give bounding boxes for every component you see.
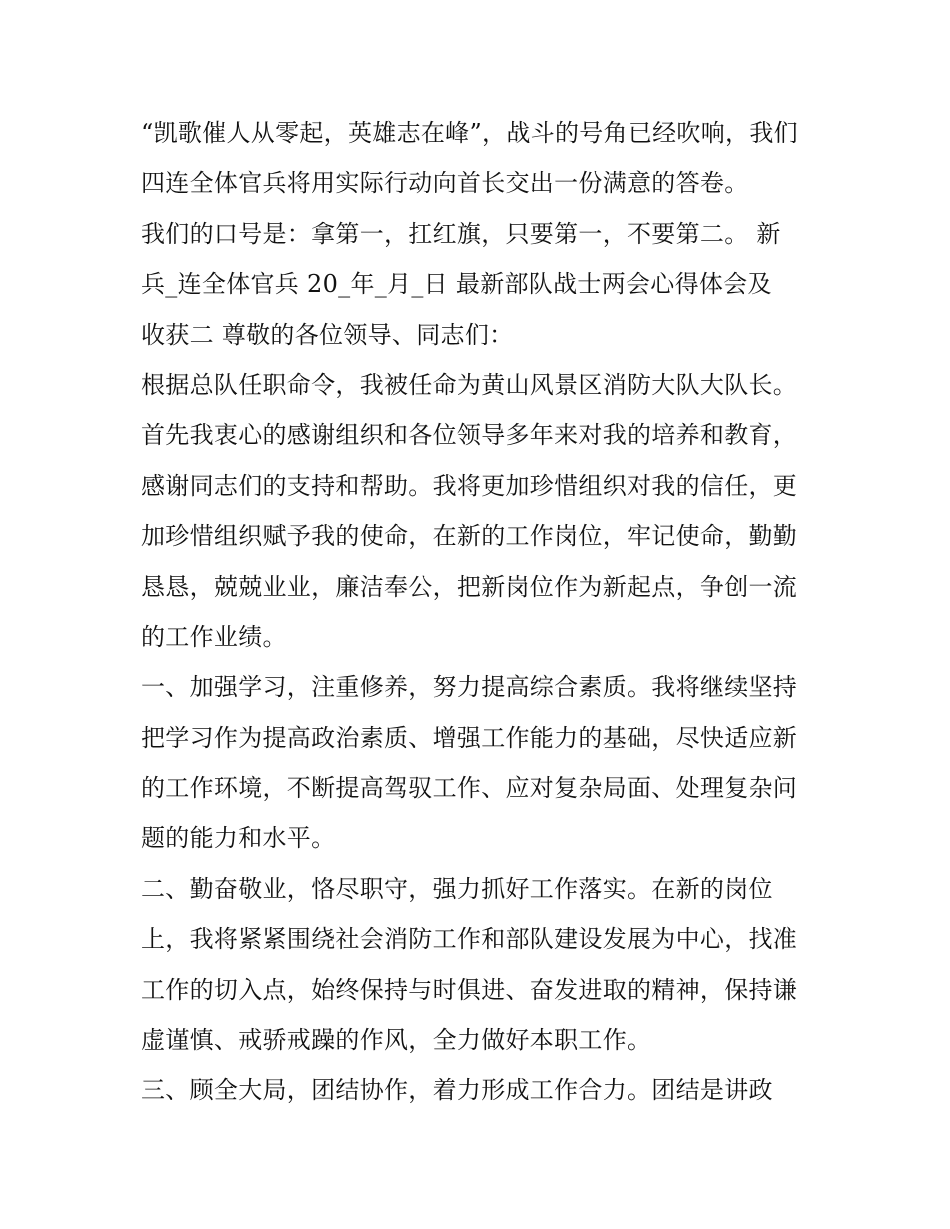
document-body (141, 108, 821, 1116)
text-line: “凯歌催人从零起，英雄志在峰”，战斗的号角已经吹响，我们 (141, 119, 798, 147)
text-line: 把学习作为提高政治素质、增强工作能力的基础，尽快适应新 (141, 723, 798, 752)
text-line: 的工作业绩。 (141, 622, 287, 651)
text-line: 工作的切入点，始终保持与时俱进、奋发进取的精神，保持谦 (141, 975, 798, 1004)
text-line: 上，我将紧紧围绕社会消防工作和部队建设发展为中心，找准 (141, 925, 798, 954)
text-line: 二、勤奋敬业，恪尽职守，强力抓好工作落实。在新的岗位 (141, 874, 773, 903)
text-line: 三、顾全大局，团结协作，着力形成工作合力。团结是讲政 (141, 1076, 773, 1105)
text-line: 根据总队任职命令，我被任命为黄山风景区消防大队大队长。 (141, 370, 798, 399)
text-line: 一、加强学习，注重修养，努力提高综合素质。我将继续坚持 (141, 673, 798, 702)
text-line: 感谢同志们的支持和帮助。我将更加珍惜组织对我的信任，更 (141, 471, 798, 500)
text-line: 收获二 尊敬的各位领导、同志们： (141, 320, 514, 349)
text-line: 恳恳，兢兢业业，廉洁奉公，把新岗位作为新起点，争创一流 (141, 572, 798, 601)
text-line: 我们的口号是：拿第一，扛红旗，只要第一，不要第二。 新 (141, 219, 781, 248)
text-line: 加珍惜组织赋予我的使命，在新的工作岗位，牢记使命，勤勤 (141, 522, 798, 551)
text-line: 兵_连全体官兵 20_年_月_日 最新部队战士两会心得体会及 (141, 270, 772, 299)
text-line: 题的能力和水平。 (141, 824, 336, 853)
text-line: 的工作环境，不断提高驾驭工作、应对复杂局面、处理复杂问 (141, 774, 798, 803)
text-line: 四连全体官兵将用实际行动向首长交出一份满意的答卷。 (141, 169, 749, 198)
text-line: 虚谨慎、戒骄戒躁的作风，全力做好本职工作。 (141, 1026, 652, 1055)
text-line: 首先我衷心的感谢组织和各位领导多年来对我的培养和教育， (141, 421, 798, 450)
